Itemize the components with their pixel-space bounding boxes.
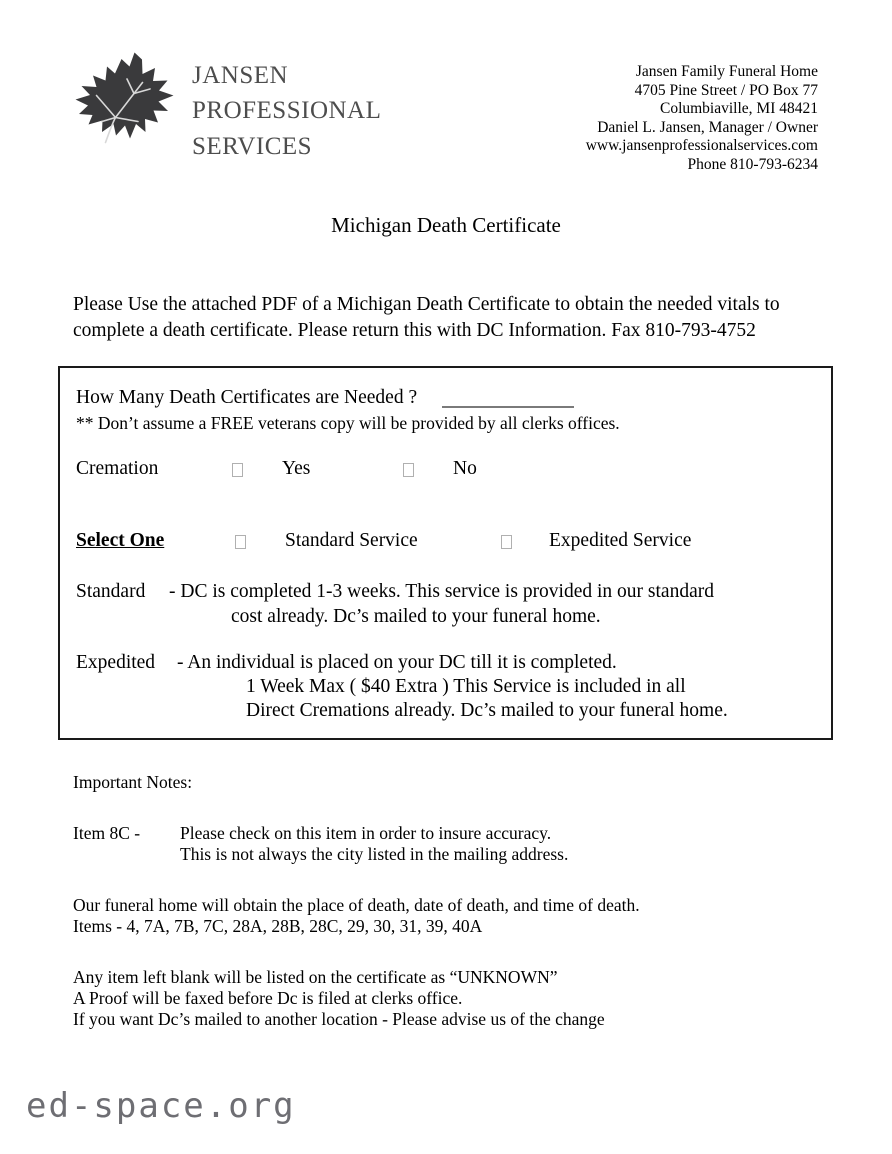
contact-line-city-state-zip: Columbiaville, MI 48421 (659, 100, 818, 118)
important-notes-section (73, 772, 833, 1030)
wordmark-line-2: professional (192, 86, 382, 127)
expedited-desc-line-1: - An individual is placed on your DC till it is completed. (177, 652, 617, 673)
standard-service-description (76, 579, 714, 629)
final-line-1: Any item left blank will be listed on the certificate as “UNKNOWN” (73, 967, 558, 987)
cremation-no-label[interactable]: No (453, 458, 477, 479)
cremation-yes-label[interactable]: Yes (282, 458, 311, 479)
contact-line-street: 4705 Pine Street / PO Box 77 (634, 81, 818, 99)
cremation-yes-checkbox[interactable] (232, 463, 243, 477)
wordmark-line-3: services (192, 121, 313, 162)
expedited-desc-line-3: Direct Cremations already. Dc’s mailed to your funeral home. (246, 700, 728, 721)
expedited-service-label[interactable]: Expedited Service (549, 530, 692, 551)
page-title: Michigan Death Certificate (331, 213, 561, 237)
standard-desc-line-2: cost already. Dc’s mailed to your funeral home. (231, 606, 601, 627)
intro-paragraph: Please Use the attached PDF of a Michigan Death Certificate to obtain the needed vitals to complete a death certificate. Please return this with DC Information. Fax 810-793-4752 (73, 294, 780, 341)
obtained-items-note (73, 895, 833, 937)
quantity-question-label: How Many Death Certificates are Needed ? (76, 387, 418, 408)
item-8c-line-2: This is not always the city listed in the mailing address. (180, 844, 569, 864)
maple-leaf-icon (72, 48, 178, 152)
final-line-3: If you want Dc’s mailed to another location - Please advise us of the change (73, 1009, 605, 1029)
standard-service-label[interactable]: Standard Service (285, 530, 418, 551)
standard-term: Standard (76, 581, 146, 602)
select-one-label: Select One (76, 530, 165, 551)
expedited-term: Expedited (76, 652, 156, 673)
cremation-no-checkbox[interactable] (403, 463, 414, 477)
company-logo (72, 48, 381, 160)
contact-line-phone: Phone 810-793-6234 (687, 155, 818, 173)
item-8c-label: Item 8C - (73, 823, 141, 843)
wordmark-line-1: jansen (192, 51, 289, 91)
expedited-desc-line-2: 1 Week Max ( $40 Extra ) This Service is included in all (246, 676, 686, 697)
contact-line-website: www.jansenprofessionalservices.com (585, 137, 818, 155)
final-notes (73, 967, 833, 1030)
expedited-service-description (76, 651, 728, 723)
contact-info (586, 63, 818, 175)
item-8c-note (73, 823, 833, 865)
obtain-line-1: Our funeral home will obtain the place of death, date of death, and time of death. (73, 895, 640, 915)
cremation-label: Cremation (76, 458, 159, 479)
letterhead (0, 0, 892, 190)
standard-service-checkbox[interactable] (235, 535, 246, 549)
quantity-question-row (76, 387, 417, 409)
company-wordmark (192, 51, 382, 162)
quantity-input-blank[interactable] (442, 406, 574, 408)
standard-desc-line-1: - DC is completed 1-3 weeks. This service is provided in our standard (169, 581, 714, 602)
site-watermark: ed-space.org (26, 1086, 296, 1126)
contact-line-business-name: Jansen Family Funeral Home (635, 63, 818, 80)
expedited-service-checkbox[interactable] (501, 535, 512, 549)
service-selection-box (58, 366, 833, 740)
veterans-note: ** Don’t assume a FREE veterans copy will be provided by all clerks offices. (76, 413, 620, 433)
item-8c-text (180, 823, 568, 865)
obtain-line-2-items: Items - 4, 7A, 7B, 7C, 28A, 28B, 28C, 29, 30, 31, 39, 40A (73, 916, 483, 936)
notes-heading: Important Notes: (73, 772, 193, 792)
item-8c-line-1: Please check on this item in order to insure accuracy. (180, 823, 552, 843)
contact-line-manager: Daniel L. Jansen, Manager / Owner (597, 118, 818, 136)
final-line-2: A Proof will be faxed before Dc is filed at clerks office. (73, 988, 463, 1008)
